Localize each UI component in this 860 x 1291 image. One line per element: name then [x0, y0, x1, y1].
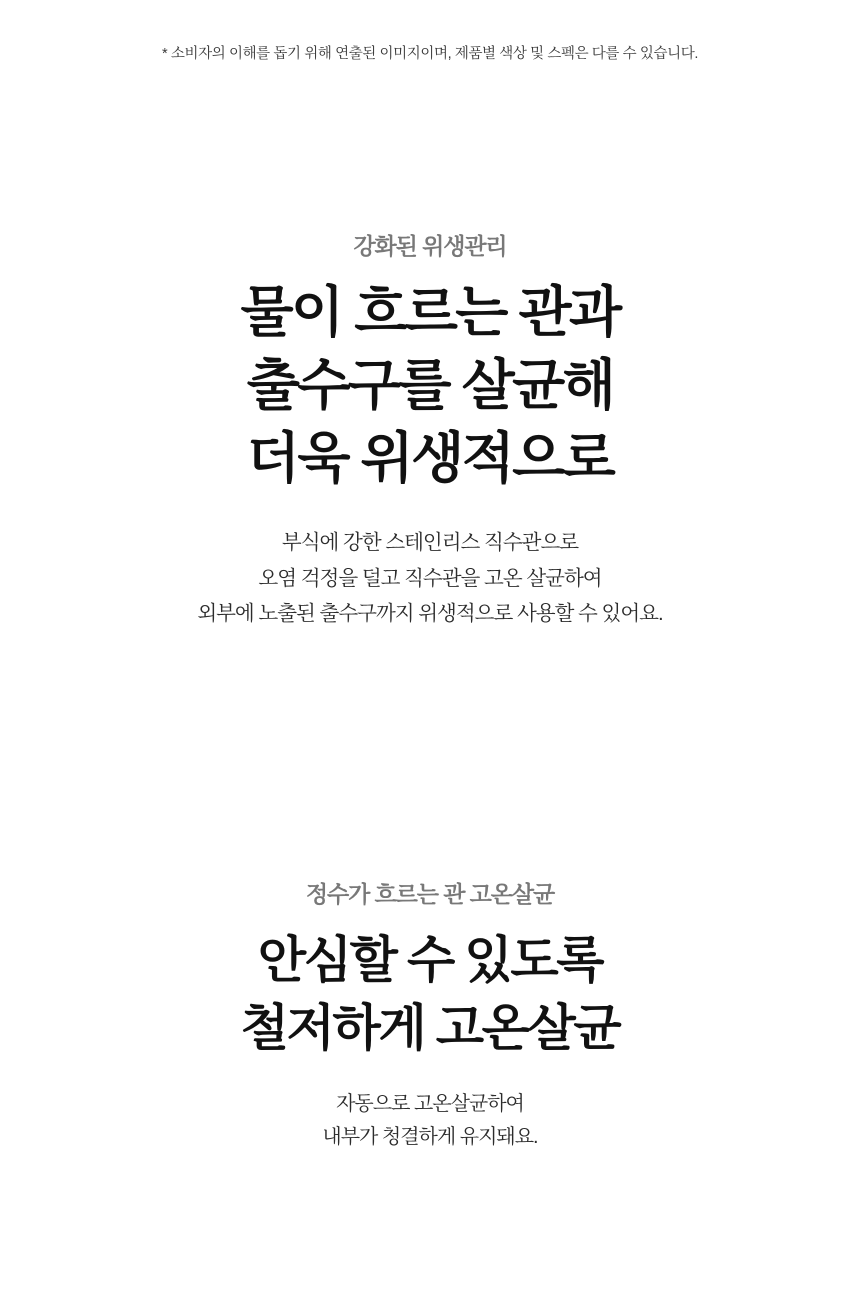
body-line: 오염 걱정을 덜고 직수관을 고온 살균하여: [258, 566, 602, 590]
body-line: 자동으로 고온살균하여: [336, 1092, 524, 1115]
section-hygiene: [0, 232, 860, 631]
section-sterilize-headline: [0, 926, 860, 1062]
section-sterilize: [0, 880, 860, 1155]
body-line: 부식에 강한 스테인리스 직수관으로: [281, 531, 579, 555]
headline-line: 더욱 위생적으로: [246, 427, 614, 490]
section-hygiene-eyebrow: 강화된 위생관리: [353, 233, 507, 259]
section-sterilize-eyebrow: 정수가 흐르는 관 고온살균: [305, 881, 555, 907]
headline-line: 출수구를 살균해: [246, 354, 614, 417]
section-hygiene-body: [0, 525, 860, 631]
body-line: 외부에 노출된 출수구까지 위생적으로 사용할 수 있어요.: [197, 601, 663, 625]
headline-line: 물이 흐르는 관과: [240, 280, 620, 343]
section-sterilize-body: [0, 1088, 860, 1155]
headline-line: 안심할 수 있도록: [257, 931, 603, 988]
headline-line: 철저하게 고온살균: [240, 999, 620, 1056]
body-line: 내부가 청결하게 유지돼요.: [322, 1126, 538, 1149]
section-hygiene-headline: [0, 276, 860, 495]
disclaimer-text: * 소비자의 이해를 돕기 위해 연출된 이미지이며, 제품별 색상 및 스펙은 다를 수 있습니다.: [162, 46, 698, 62]
